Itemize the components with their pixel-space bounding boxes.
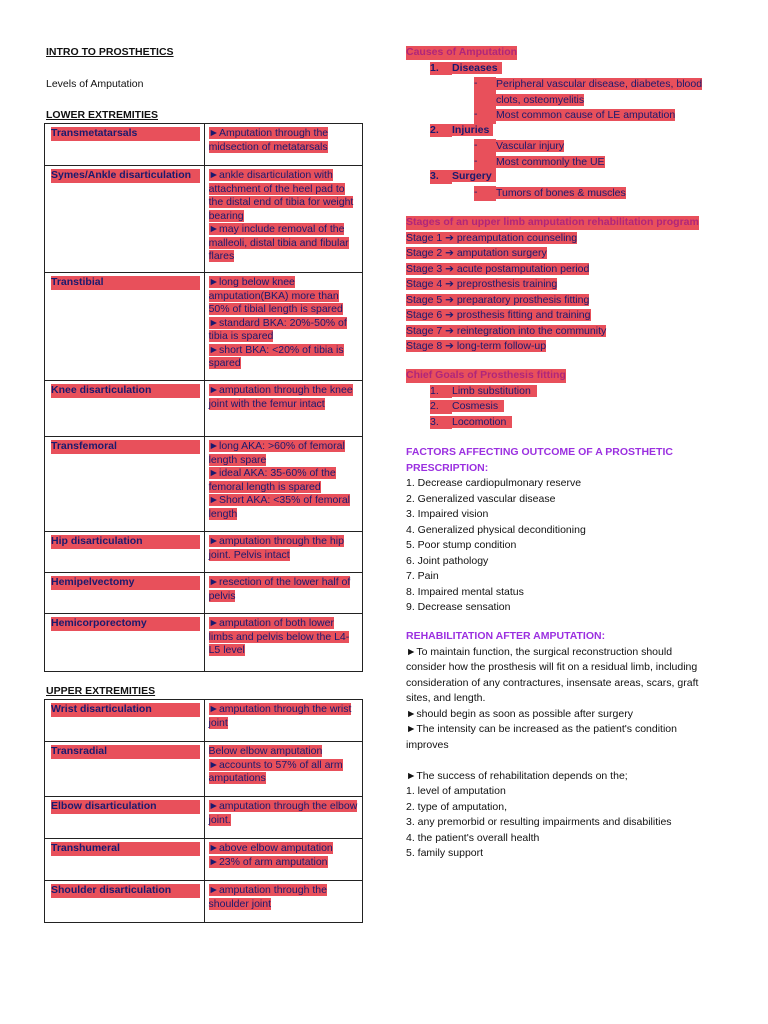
rehab-line: sites, and length.: [406, 692, 486, 704]
table-row: [45, 700, 363, 742]
rehab-line: consider how the prosthesis will fit on a residual limb, including: [406, 661, 698, 673]
rehab-line: consideration of any contractures, insensate areas, scars, graft: [406, 676, 699, 689]
level-name: Transfemoral: [51, 440, 200, 454]
description-text: ►standard BKA: 20%-50% of tibia is spared: [208, 316, 347, 342]
rehab-line: 4. the patient's overall health: [406, 831, 540, 844]
table-row: [45, 881, 363, 923]
level-cell: [45, 124, 205, 166]
description-cell: [204, 881, 362, 923]
level-name: Transradial: [51, 745, 200, 759]
stage-text: Stage 7 ➔ reintegration into the community: [406, 324, 607, 337]
table-row: [45, 573, 363, 614]
description-text: ►amputation through the wrist joint: [208, 703, 352, 729]
table-row: [45, 273, 363, 381]
stages-heading: Stages of an upper limb amputation rehabilitation program: [406, 216, 699, 228]
stage-text: Stage 4 ➔ preprosthesis training: [406, 278, 558, 290]
goal-item: [406, 416, 726, 432]
description-cell: [204, 273, 362, 381]
dash-bullet: -: [474, 139, 496, 155]
level-cell: [45, 797, 205, 839]
goal-number: 2.: [430, 400, 452, 414]
cause-label: Injuries: [452, 124, 493, 136]
stage-item: [406, 278, 726, 294]
description-text: ►accounts to 57% of all arm amputations: [208, 758, 343, 784]
goal-label: Locomotion: [452, 416, 512, 428]
factor-item: 7. Pain: [406, 570, 439, 582]
level-name: Shoulder disarticulation: [51, 884, 200, 898]
rehab-line: ►To maintain function, the surgical reconstruction should: [406, 645, 673, 658]
description-cell: [204, 532, 362, 573]
description-cell: [204, 742, 362, 797]
rehab-line: 2. type of amputation,: [406, 800, 507, 813]
level-cell: [45, 273, 205, 381]
rehab-line: 5. family support: [406, 847, 484, 859]
factor-item: 5. Poor stump condition: [406, 539, 517, 551]
level-name: Knee disarticulation: [51, 384, 200, 398]
goals-section: [406, 369, 726, 431]
description-cell: [204, 839, 362, 881]
goal-label: Cosmesis: [452, 400, 504, 412]
description-text: ►may include removal of the malleoli, distal tibia and fibular flares: [208, 223, 349, 262]
stage-text: Stage 1 ➔ preamputation counseling: [406, 231, 578, 244]
factor-item: 9. Decrease sensation: [406, 601, 511, 613]
description-text: ►amputation through the shoulder joint: [208, 884, 327, 910]
stage-item: [406, 325, 726, 341]
level-name: Hemipelvectomy: [51, 576, 200, 590]
table-row: [45, 381, 363, 437]
level-cell: [45, 166, 205, 273]
factor-item: 6. Joint pathology: [406, 554, 489, 567]
factors-section: [406, 446, 726, 617]
description-cell: [204, 381, 362, 437]
description-text: ►ideal AKA: 35-60% of the femoral length is spared: [208, 467, 336, 493]
stage-item: [406, 247, 726, 263]
cause-label: Surgery: [452, 170, 496, 182]
description-text: Below elbow amputation: [208, 745, 323, 757]
cause-item-text: Tumors of bones & muscles: [496, 186, 626, 199]
dash-bullet: -: [474, 108, 496, 124]
table-row: [45, 742, 363, 797]
cause-category: [406, 170, 726, 186]
table-row: [45, 614, 363, 672]
lower-extremities-heading: LOWER EXTREMITIES: [46, 109, 159, 121]
table-row: [45, 437, 363, 532]
level-cell: [45, 700, 205, 742]
description-text: ►23% of arm amputation: [208, 855, 328, 868]
stages-section: [406, 216, 726, 356]
level-cell: [45, 532, 205, 573]
description-cell: [204, 614, 362, 672]
cause-number: 3.: [430, 170, 452, 184]
level-name: Transmetatarsals: [51, 127, 200, 141]
level-name: Transhumeral: [51, 842, 200, 856]
rehab-heading: REHABILITATION AFTER AMPUTATION:: [406, 630, 606, 642]
stage-item: [406, 294, 726, 310]
rehab-line: 1. level of amputation: [406, 785, 506, 797]
cause-item: [406, 77, 726, 108]
levels-subtitle: Levels of Amputation: [46, 78, 144, 90]
level-cell: [45, 614, 205, 672]
stage-item: [406, 309, 726, 325]
cause-number: 1.: [430, 62, 452, 76]
factor-item: 4. Generalized physical deconditioning: [406, 523, 586, 536]
goal-item: [406, 385, 726, 401]
level-cell: [45, 573, 205, 614]
factor-item: 2. Generalized vascular disease: [406, 492, 556, 505]
causes-section: [406, 46, 726, 201]
cause-item-text: Most common cause of LE amputation: [496, 109, 676, 121]
goal-number: 1.: [430, 385, 452, 399]
cause-number: 2.: [430, 124, 452, 138]
goal-label: Limb substitution: [452, 385, 537, 397]
description-text: ►amputation through the hip joint. Pelvis intact: [208, 535, 344, 561]
rehab-section: [406, 630, 746, 863]
factors-heading-line1: FACTORS AFFECTING OUTCOME OF A PROSTHETIC: [406, 446, 673, 458]
page-title: INTRO TO PROSTHETICS: [46, 46, 174, 58]
description-cell: [204, 700, 362, 742]
cause-item-text: Vascular injury: [496, 140, 565, 152]
dash-bullet: -: [474, 155, 496, 171]
goal-item: [406, 400, 726, 416]
table-row: [45, 124, 363, 166]
factors-heading-line2: PRESCRIPTION:: [406, 461, 489, 474]
description-text: ►amputation of both lower limbs and pelvis below the L4-L5 level: [208, 617, 350, 656]
level-name: Symes/Ankle disarticulation: [51, 169, 200, 183]
factor-item: 8. Impaired mental status: [406, 585, 524, 598]
causes-heading: Causes of Amputation: [406, 46, 518, 58]
cause-item: [406, 108, 726, 124]
description-text: ►Amputation through the midsection of metatarsals: [208, 127, 329, 153]
level-cell: [45, 742, 205, 797]
level-cell: [45, 381, 205, 437]
rehab-line: 3. any premorbid or resulting impairments and disabilities: [406, 816, 672, 828]
level-name: Hemicorporectomy: [51, 617, 200, 631]
factor-item: 3. Impaired vision: [406, 508, 489, 520]
lower-extremities-table: [44, 123, 363, 672]
rehab-line: [406, 754, 746, 770]
description-text: ►amputation through the knee joint with the femur intact: [208, 384, 353, 410]
stage-text: Stage 5 ➔ preparatory prosthesis fitting: [406, 293, 590, 306]
goal-number: 3.: [430, 416, 452, 430]
description-cell: [204, 437, 362, 532]
table-row: [45, 166, 363, 273]
stage-text: Stage 6 ➔ prosthesis fitting and training: [406, 309, 591, 321]
level-cell: [45, 839, 205, 881]
description-cell: [204, 797, 362, 839]
description-cell: [204, 573, 362, 614]
stage-item: [406, 263, 726, 279]
level-name: Elbow disarticulation: [51, 800, 200, 814]
stage-text: Stage 3 ➔ acute postamputation period: [406, 262, 590, 275]
description-text: ►short BKA: <20% of tibia is spared: [208, 343, 344, 369]
level-cell: [45, 437, 205, 532]
description-cell: [204, 166, 362, 273]
stage-text: Stage 2 ➔ amputation surgery: [406, 247, 547, 259]
table-row: [45, 532, 363, 573]
rehab-line: ►The success of rehabilitation depends on the;: [406, 769, 628, 782]
description-text: ►long AKA: >60% of femoral length spare: [208, 440, 345, 466]
cause-item-text: Most commonly the UE: [496, 155, 605, 168]
rehab-line: improves: [406, 738, 449, 751]
level-cell: [45, 881, 205, 923]
description-text: ►above elbow amputation: [208, 842, 333, 854]
cause-label: Diseases: [452, 62, 502, 74]
cause-item: [406, 139, 726, 155]
upper-extremities-table: [44, 699, 363, 923]
cause-category: [406, 62, 726, 78]
table-row: [45, 839, 363, 881]
dash-bullet: -: [474, 186, 496, 202]
level-name: Transtibial: [51, 276, 200, 290]
level-name: Hip disarticulation: [51, 535, 200, 549]
cause-category: [406, 124, 726, 140]
description-text: ►Short AKA: <35% of femoral length: [208, 494, 351, 520]
description-text: ►ankle disarticulation with attachment of the heel pad to the distal end of tibia for weight bearing: [208, 169, 354, 222]
table-row: [45, 797, 363, 839]
rehab-line: ►should begin as soon as possible after surgery: [406, 707, 633, 720]
cause-item: [406, 186, 726, 202]
cause-item: [406, 155, 726, 171]
cause-item-text: Peripheral vascular disease, diabetes, blood clots, osteomyelitis: [496, 78, 703, 106]
goals-heading: Chief Goals of Prosthesis fitting: [406, 369, 566, 381]
stage-item: [406, 232, 726, 248]
description-text: ►resection of the lower half of pelvis: [208, 576, 351, 602]
stage-item: [406, 340, 726, 356]
rehab-line: ►The intensity can be increased as the patient's condition: [406, 723, 677, 735]
stage-text: Stage 8 ➔ long-term follow-up: [406, 340, 547, 352]
factor-item: 1. Decrease cardiopulmonary reserve: [406, 477, 582, 489]
description-text: ►amputation through the elbow joint.: [208, 800, 358, 826]
dash-bullet: -: [474, 77, 496, 108]
description-text: ►long below knee amputation(BKA) more than 50% of tibial length is spared: [208, 276, 343, 315]
upper-extremities-heading: UPPER EXTREMITIES: [46, 685, 156, 697]
level-name: Wrist disarticulation: [51, 703, 200, 717]
description-cell: [204, 124, 362, 166]
